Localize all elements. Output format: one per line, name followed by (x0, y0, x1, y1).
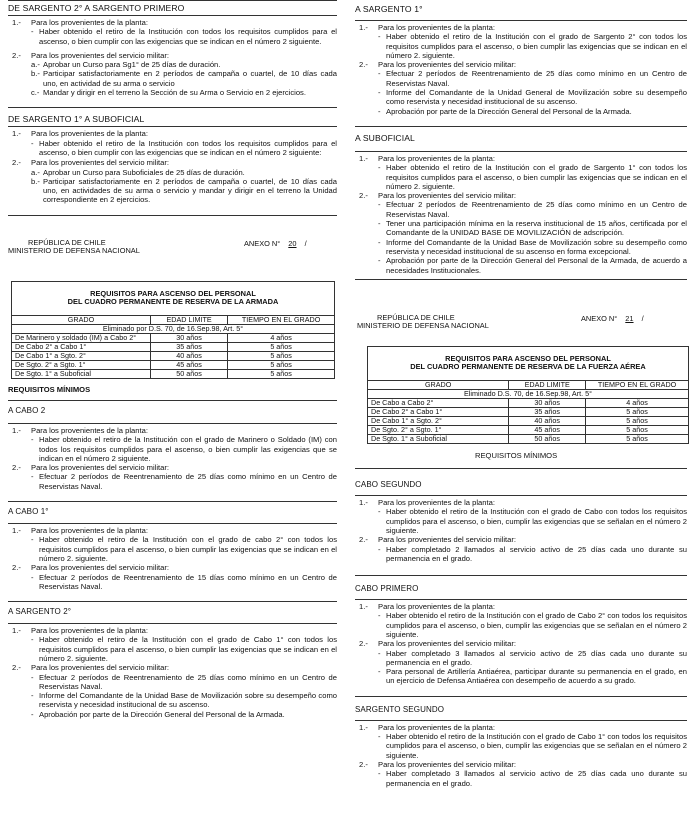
section-title: A SARGENTO 2° (8, 607, 72, 617)
item-text: Haber obtenido el retiro de la Institución con el grado de Cabo 1° con todos los requisitos cumplidos para el ascenso, o bien, cumplir las exigencias que se señalan en el número 2 siguiente. (386, 732, 687, 760)
section-title: CABO SEGUNDO (355, 480, 422, 490)
item-text: Mandar y dirigir en el terreno la Sección de su Arma o Servicio en 2 ejercicios. (43, 88, 306, 98)
item-text: Haber obtenido el retiro de la Institución con el grado de Cabo 1° con todos los requisitos cumplidos para el ascenso, o bien cumplir las exigencias que se indican en el número 2. siguiente. (39, 635, 337, 663)
requirements-table (12, 315, 334, 378)
item-text: Efectuar 2 períodos de Reentrenamiento de 25 días como mínimo en un Centro de Reservistas Naval. (386, 200, 687, 219)
republic-label: REPÚBLICA DE CHILE (377, 312, 455, 322)
table-title: REQUISITOS PARA ASCENSO DEL PERSONAL DEL CUADRO PERMANENTE DE RESERVA DE LA FUERZA AÉREA (410, 353, 646, 372)
item-text: Efectuar 2 períodos de Reentrenamiento de 25 días como mínimo en un Centro de Reservistas Naval. (39, 672, 337, 691)
item-text: Para los provenientes del servicio militar: (31, 50, 170, 60)
item-text: Para los provenientes de la planta: (378, 722, 495, 732)
section-title: A CABO 1° (8, 507, 49, 517)
item-text: Aprobar un Curso para Suboficiales de 25 días de duración. (43, 167, 245, 177)
item-text: Aprobación por parte de la Dirección General del Personal de la Armada, de acuerdo a necesidades Institucionales. (386, 256, 687, 275)
item-text: Para los provenientes de la planta: (378, 23, 495, 32)
left-column: DE SARGENTO 2° A SARGENTO PRIMERO 1.- Para los provenientes de la planta: - Haber obtenido el retiro de la Institución con todos los requisitos cumplidos para el ascenso, o bien cumplir con las exigencias que se indican en el número 2 siguiente. 2.- Para los provenientes del servicio militar: a.- Aprobar un Curso para Sg1° de 25 días de duración. b.- Participar satisfactoriamente en 2 períodos de campaña o cuartel, de 10 días cada uno, en actividad de su arma o servicio c.- Mandar y dirigir en el terreno la Sección de su Arma o Servicio en 2 ejercicios. DE SARGENTO 1° A SUBOFICIAL 1.- Para los provenientes de la planta: - Haber obtenido el retiro de la Institución con todos los requisitos cumplidos para el ascenso, o bien cumplir con las exigencias que se indican en el número 2 siguiente: 2.- Para los provenientes del servicio militar: a.- Aprobar un Curso para Suboficiales de 25 días de duración. b.- Participar satisfactoriamente en 2 períodos de campaña o cuartel, de 10 días cada uno, en actividades de su arma o servicio y mandar y dirigir en el terreno la Unidad correspondiente en 2 ejercicios. REPÚBLICA DE CHILE MINISTERIO DE DEFENSA NACIONAL ANEXO N° 20 / REQUISITOS PARA ASCENSO DEL PERSONAL DEL CUADRO PERMANENTE DE RESERVA DE LA ARMADA GRADO EDAD LIMITE TIEMPO EN EL GRADO Eliminado por D.S. 70, de 16.Sep.98, Art. 5° De Marinero y soldado (IM) a Cabo 2° 30 años 4 años De Cabo 2° a Cabo 1° 35 años 5 años De Cabo 1° a Sgto. 2° 40 años 5 años De Sgto. 2° a Sgto. 1° 45 años 5 años De Sgto. 1° a Suboficial 50 años 5 años REQUISITOS MÍNIMOS A CABO 2 1.- Para los provenientes de la planta: - Haber obtenido el retiro de la Institución con el grado de Marinero o Soldado (IM) con todos los requisitos cumplidos para el ascenso, o bien cumplir las exigencias que se indican en el número 2 siguiente. 2.- Para los provenientes del servicio militar: - Efectuar 2 períodos de Reentrenamiento de 25 días como mínimo en un Centro de Reservistas Naval. A CABO 1° 1.- Para los provenientes de la planta: - Haber obtenido el retiro de la Institución con el grado de cabo 2° con todos los requisitos cumplidos para el ascenso, o bien cumplir las exigencias que se indican en el número 2. siguiente. 2.- Para los provenientes del servicio militar: - Efectuar 2 períodos de Reentrenamiento de 15 días como mínimo en un Centro de Reservistas Naval. A SARGENTO 2° 1.- Para los provenientes de la planta: - Haber obtenido el retiro de la Institución con el grado de Cabo 1° con todos los requisitos cumplidos para el ascenso, o bien cumplir las exigencias que se indican en el número 2. siguiente. 2.- Para los provenientes del servicio militar: - Efectuar 2 períodos de Reentrenamiento de 25 días como mínimo en un Centro de Reservistas Naval. - Informe del Comandante de la Unidad Base de Movilización sobre su desempeño como reservista y necesidad institucional de su ascenso. - Aprobación por parte de la Dirección General del Personal de la Armada. (8, 0, 345, 829)
item-text: Informe del Comandante de la Unidad General de Movilización sobre su desempeño como reservista y necesidad institucional de su ascenso. (386, 88, 687, 107)
item-text: Para los provenientes del servicio militar: (378, 191, 517, 201)
requisitos-minimos-heading: REQUISITOS MÍNIMOS (475, 451, 558, 461)
republic-label: REPÚBLICA DE CHILE (28, 237, 106, 247)
anexo-number: ANEXO N° 21 / (581, 313, 644, 323)
item-text: Haber completado 2 llamados al servicio activo de 25 días cada uno durante su permanencia en el grado. (386, 544, 687, 563)
item-text: Haber obtenido el retiro de la Institución con todos los requisitos cumplidos para el ascenso, o bien cumplir con las exigencias que se indican en el número 2 siguiente. (39, 27, 337, 46)
item-text: Para los provenientes del servicio militar: (378, 639, 517, 649)
document-header (8, 239, 345, 269)
item-text: Para los provenientes de la planta: (31, 18, 148, 27)
item-text: Participar satisfactoriamente en 2 períodos de campaña o cuartel, de 10 días cada uno, en actividad de su arma o servicio (43, 69, 337, 88)
item-text: Para los provenientes de la planta: (378, 153, 495, 163)
item-text: Aprobación por parte de la Dirección General del Personal de la Armada. (39, 709, 285, 719)
item-text: Para personal de Artillería Antiaérea, participar durante su permanencia en el grado, en un ejercicio de Defensa Antiaérea con desempeño de acuerdo a su grado. (386, 667, 687, 686)
section-title: DE SARGENTO 2° A SARGENTO PRIMERO (8, 3, 185, 13)
item-text: Efectuar 2 períodos de Reentrenamiento de 15 días como mínimo en un Centro de Reservistas Naval. (39, 572, 337, 591)
table-row: De Cabo 2° a Cabo 1° 35 años 5 años (12, 342, 334, 351)
section-title: A CABO 2 (8, 405, 46, 415)
item-text: Para los provenientes de la planta: (31, 129, 148, 139)
item-text: Para los provenientes del servicio militar: (378, 759, 517, 769)
item-text: Para los provenientes de la planta: (31, 526, 148, 536)
requirements-table (368, 380, 688, 443)
requisitos-minimos-heading: REQUISITOS MÍNIMOS (8, 384, 91, 394)
item-text: Para los provenientes de la planta: (31, 425, 148, 435)
eliminated-note: Eliminado D.S. 70, de 16.Sep.98, Art. 5° (368, 390, 688, 399)
item-text: Para los provenientes de la planta: (31, 626, 148, 636)
ministry-label: MINISTERIO DE DEFENSA NACIONAL (357, 320, 489, 330)
table-row: De Marinero y soldado (IM) a Cabo 2° 30 años 4 años (12, 333, 334, 342)
document-header (355, 314, 692, 338)
item-text: Tener una participación mínima en la reserva institucional de 15 años, certificada por el Comandante de la UNIDAD BASE DE MOVILIZACIÓN de adscripción. (386, 219, 687, 238)
item-text: Para los provenientes del servicio militar: (31, 158, 170, 168)
item-text: Haber obtenido el retiro de la Institución con el grado de Cabo 2° con todos los requisitos cumplidos para el ascenso, o bien, cumplir las exigencias que se señalan en el número 2 siguiente. (386, 611, 687, 639)
requirements-table-box (367, 346, 689, 444)
table-row: De Sgto. 1° a Suboficial 50 años 5 años (368, 435, 688, 444)
item-text: Efectuar 2 períodos de Reentrenamiento de 25 días como mínimo en un Centro de Reservistas Naval. (386, 69, 687, 88)
requirements-table-box (11, 281, 335, 379)
section-title: DE SARGENTO 1° A SUBOFICIAL (8, 114, 145, 125)
item-text: Haber obtenido el retiro de la Institución con el grado de Marinero o Soldado (IM) con todos los requisitos cumplidos para el ascenso, o bien cumplir las exigencias que se indican en el número 2 siguiente. (39, 435, 337, 463)
table-row: De Sgto. 2° a Sgto. 1° 45 años 5 años (12, 360, 334, 369)
anexo-number: ANEXO N° 20 / (244, 238, 307, 248)
section-title: A SUBOFICIAL (355, 132, 415, 143)
table-title: REQUISITOS PARA ASCENSO DEL PERSONAL DEL CUADRO PERMANENTE DE RESERVA DE LA ARMADA (67, 288, 279, 307)
item-text: Informe del Comandante de la Unidad Base de Movilización sobre su desempeño como reservista y necesidad institucional de su ascenso. (39, 691, 337, 710)
item-text: Haber obtenido el retiro de la Institución con el grado de cabo 2° con todos los requisitos cumplidos para el ascenso, o bien cumplir las exigencias que se indican en el número 2. siguiente. (39, 535, 337, 563)
item-text: Informe del Comandante de la Unidad Base de Movilización sobre su desempeño como reservista y necesidad institucional de su ascenso en forma excepcional. (386, 237, 687, 256)
item-text: Aprobar un Curso para Sg1° de 25 días de duración. (43, 60, 221, 70)
item-text: Haber obtenido el retiro de la Institución con el grado de Sargento 1° con todos los requisitos cumplidos para el ascenso, o bien cumplir las exigencias que se indican en el número 2. siguiente. (386, 163, 687, 191)
item-text: Para los provenientes de la planta: (378, 498, 495, 508)
right-column: A SARGENTO 1° 1.- Para los provenientes de la planta: - Haber obtenido el retiro de la Institución con el grado de Sargento 2° con todos los requisitos cumplidos para el ascenso, o bien cumplir las exigencias que se indican en el número 2. siguiente. 2.- Para los provenientes del servicio militar: - Efectuar 2 períodos de Reentrenamiento de 25 días como mínimo en un Centro de Reservistas Naval. - Informe del Comandante de la Unidad General de Movilización sobre su desempeño como reservista y necesidad institucional de su ascenso. - Aprobación por parte de la Dirección General del Personal de la Armada. A SUBOFICIAL 1.- Para los provenientes de la planta: - Haber obtenido el retiro de la Institución con el grado de Sargento 1° con todos los requisitos cumplidos para el ascenso, o bien cumplir las exigencias que se indican en el número 2. siguiente. 2.- Para los provenientes del servicio militar: - Efectuar 2 períodos de Reentrenamiento de 25 días como mínimo en un Centro de Reservistas Naval. - Tener una participación mínima en la reserva institucional de 15 años, certificada por el Comandante de la UNIDAD BASE DE MOVILIZACIÓN de adscripción. - Informe del Comandante de la Unidad Base de Movilización sobre su desempeño como reservista y necesidad institucional de su ascenso en forma excepcional. - Aprobación por parte de la Dirección General del Personal de la Armada, de acuerdo a necesidades Institucionales. REPÚBLICA DE CHILE MINISTERIO DE DEFENSA NACIONAL ANEXO N° 21 / REQUISITOS PARA ASCENSO DEL PERSONAL DEL CUADRO PERMANENTE DE RESERVA DE LA FUERZA AÉREA GRADO EDAD LIMITE TIEMPO EN EL GRADO Eliminado D.S. 70, de 16.Sep.98, Art. 5° De Cabo a Cabo 2° 30 años 4 años De Cabo 2° a Cabo 1° 35 años 5 años De Cabo 1° a Sgto. 2° 40 años 5 años De Sgto. 2° a Sgto. 1° 45 años 5 años De Sgto. 1° a Suboficial 50 años 5 años REQUISITOS MÍNIMOS CABO SEGUNDO 1.- Para los provenientes de la planta: - Haber obtenido el retiro de la Institución con el grado de Cabo con todos los requisitos cumplidos para el ascenso, o bien, cumplir las exigencias que se señalan en el número 2 siguiente. 2.- Para los provenientes del servicio militar: - Haber completado 2 llamados al servicio activo de 25 días cada uno durante su permanencia en el grado. CABO PRIMERO 1.- Para los provenientes de la planta: - Haber obtenido el retiro de la Institución con el grado de Cabo 2° con todos los requisitos cumplidos para el ascenso, o bien, cumplir las exigencias que se señalan en el número 2 siguiente. 2.- Para los provenientes del servicio militar: - Haber completado 3 llamados al servicio activo de 25 días cada uno durante su permanencia en el grado. - Para personal de Artillería Antiaérea, participar durante su permanencia en el grado, en un ejercicio de Defensa Antiaérea con desempeño de acuerdo a su grado. SARGENTO SEGUNDO 1.- Para los provenientes de la planta: - Haber obtenido el retiro de la Institución con el grado de Cabo 1° con todos los requisitos cumplidos para el ascenso, o bien, cumplir las exigencias que se señalan en el número 2 siguiente. 2.- Para los provenientes del servicio militar: - Haber completado 3 llamados al servicio activo de 25 días cada uno durante su permanencia en el grado. (355, 0, 692, 829)
item-text: Para los provenientes del servicio militar: (31, 463, 170, 473)
item-text: Haber obtenido el retiro de la Institución con todos los requisitos cumplidos para el ascenso, o bien cumplir con las exigencias que se indican en el número 2 siguiente: (39, 138, 337, 157)
item-text: Haber obtenido el retiro de la Institución con el grado de Sargento 2° con todos los requisitos cumplidos para el ascenso, o bien cumplir las exigencias que se indican en el número 2. siguiente. (386, 32, 687, 60)
item-text: Efectuar 2 períodos de Reentrenamiento de 25 días como mínimo en un Centro de Reservistas Naval. (39, 472, 337, 491)
table-row: De Cabo a Cabo 2° 30 años 4 años (368, 399, 688, 408)
table-row: De Sgto. 2° a Sgto. 1° 45 años 5 años (368, 426, 688, 435)
table-row: De Cabo 2° a Cabo 1° 35 años 5 años (368, 408, 688, 417)
item-text: Participar satisfactoriamente en 2 períodos de campaña o cuartel, de 10 días cada uno, en actividades de su arma o servicio y mandar y dirigir en el terreno la Unidad correspondiente en 2 ejercicios. (43, 176, 337, 205)
item-text: Para los provenientes del servicio militar: (378, 60, 517, 70)
table-header-row: GRADO EDAD LIMITE TIEMPO EN EL GRADO (12, 315, 334, 324)
item-text: Haber completado 3 llamados al servicio activo de 25 días cada uno durante su permanencia en el grado. (386, 648, 687, 667)
ministry-label: MINISTERIO DE DEFENSA NACIONAL (8, 245, 140, 255)
section-title: SARGENTO SEGUNDO (355, 704, 445, 714)
item-text: Para los provenientes del servicio militar: (378, 535, 517, 545)
item-text: Para los provenientes del servicio militar: (31, 663, 170, 673)
item-text: Para los provenientes de la planta: (378, 602, 495, 612)
item-text: Haber obtenido el retiro de la Institución con el grado de Cabo con todos los requisitos cumplidos para el ascenso, o bien, cumplir las exigencias que se señalan en el número 2 siguiente. (386, 507, 687, 535)
table-row: De Cabo 1° a Sgto. 2° 40 años 5 años (12, 351, 334, 360)
item-text: Aprobación por parte de la Dirección General del Personal de la Armada. (386, 106, 632, 116)
eliminated-note: Eliminado por D.S. 70, de 16.Sep.98, Art. 5° (12, 324, 334, 333)
item-text: Para los provenientes del servicio militar: (31, 563, 170, 573)
item-text: Haber completado 3 llamados al servicio activo de 25 días cada uno durante su permanencia en el grado. (386, 769, 687, 788)
table-header-row: GRADO EDAD LIMITE TIEMPO EN EL GRADO (368, 381, 688, 390)
table-row: De Cabo 1° a Sgto. 2° 40 años 5 años (368, 417, 688, 426)
table-row: De Sgto. 1° a Suboficial 50 años 5 años (12, 369, 334, 378)
section-title: A SARGENTO 1° (355, 4, 423, 14)
section-title: CABO PRIMERO (355, 584, 419, 594)
